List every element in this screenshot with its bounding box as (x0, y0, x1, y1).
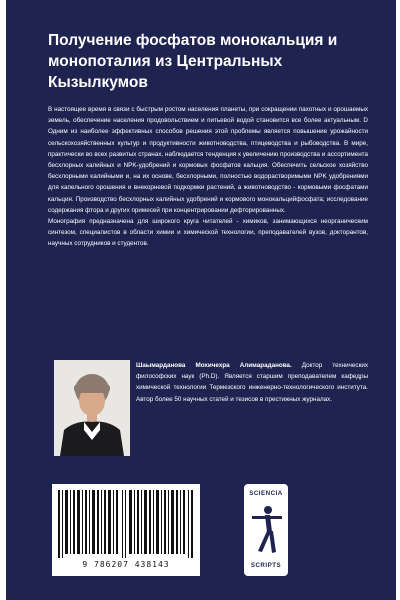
author-name: Шаымарданова Мохичехра Алимараданова. (136, 362, 292, 369)
author-bio-text: Доктор технических философских наук (Ph.D). Является старшим преподавателем кафедры химической технологии Термезского инженерно-технологического института. Автор более 50 научных статей и тезисов в престижных журналах. (136, 362, 368, 403)
author-photo (54, 360, 130, 456)
abstract-paragraph-1: В настоящее время в связи с быстрым ростом населения планеты, при сокращении пахотных и орошаемых земель, обеспечение населения продовольствием и питьевой водой становится все более актуальным. D Одним из наиболее эффективных способов решения этой проблемы является повышение урожайности сельскохозяйственных культур и продуктивности животноводства, птицеводства и рыбоводства. В мире, практически во всех развитых странах, наблюдается тенденция к увеличению производства и ассортимента бесхлорных калийных и NPK-удобрений и кормовых фосфатов кальция. Обеспечить сельское хозяйство бесхлорными калийными и, на их основе, бесхлорными, полностью водорастворимыми NPK удобрениями для капельного орошения и внекорневой подкормки растений, а животноводство - кормовыми фосфатами кальция. Производство бесхлорных калийных удобрений и кормового монокальцийфосфата; исследование содержания фтора и других примесей при концентрировании дефторированных. (48, 106, 368, 214)
publisher-logo (244, 484, 288, 576)
author-portrait-icon (54, 360, 130, 456)
back-cover (6, 0, 396, 600)
book-title: Получение фосфатов монокальция и монопоталия из Центральных Кызылкумов (48, 32, 338, 91)
isbn-number: 9 786207 438143 (82, 560, 170, 569)
author-bio (136, 360, 368, 405)
runner-icon (248, 502, 284, 558)
book-abstract (48, 104, 368, 250)
publisher-name-bottom: SCRIPTS (250, 562, 282, 569)
publisher-name-top: SCIENCIA (249, 490, 283, 497)
barcode-icon (58, 490, 194, 558)
abstract-paragraph-2: Монография предназначена для широкого круга читателей - химиков, занимающихся неорганическим синтезом, специалистов в области химии и химической технологии, преподавателей вузов, докторантов, научных сотрудников и студентов. (48, 218, 368, 248)
isbn-barcode (52, 484, 200, 576)
